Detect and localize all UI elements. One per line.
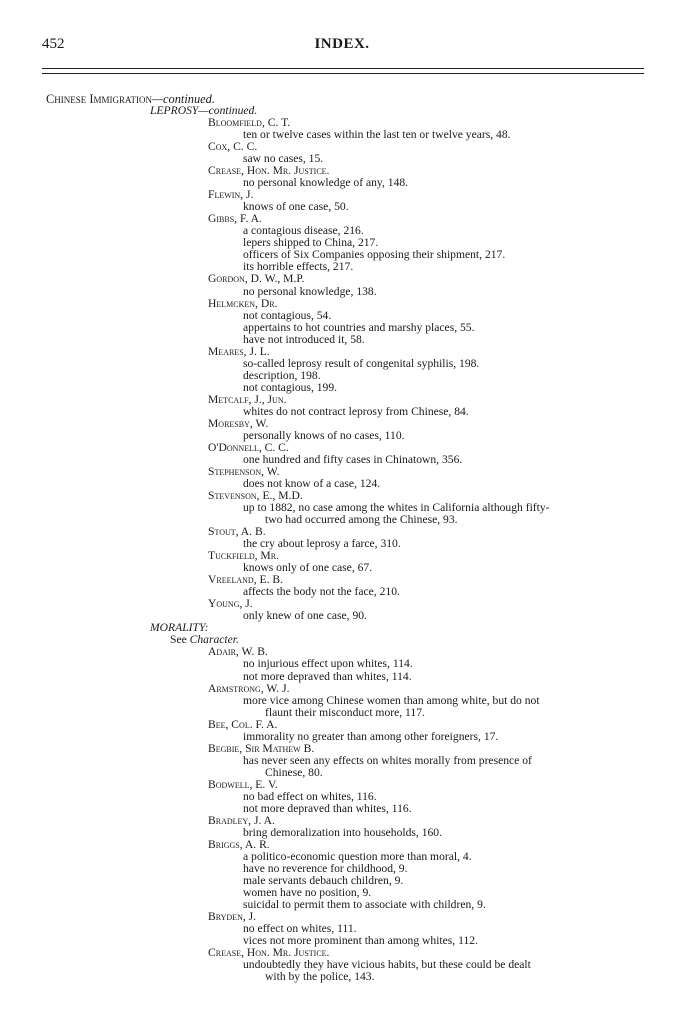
- witness-name: Helmcken, Dr.: [208, 296, 278, 310]
- index-entry-continuation: flaunt their misconduct more, 117.: [265, 705, 425, 719]
- index-entry: not more depraved than whites, 114.: [243, 669, 412, 683]
- index-entry: saw no cases, 15.: [243, 152, 324, 166]
- index-entry: has never seen any effects on whites morally from presence of: [243, 753, 532, 767]
- index-entry: suicidal to permit them to associate with children, 9.: [243, 898, 486, 912]
- header-rule-bottom: [42, 73, 644, 74]
- index-entry: so-called leprosy result of congenital syphilis, 198.: [243, 356, 480, 370]
- index-entry: its horrible effects, 217.: [243, 260, 354, 274]
- index-entry: bring demoralization into households, 160.: [243, 825, 442, 839]
- index-entry: not contagious, 199.: [243, 380, 338, 394]
- index-entries: [0, 93, 684, 983]
- index-entry: one hundred and fifty cases in Chinatown, 356.: [243, 452, 463, 466]
- index-entry: does not know of a case, 124.: [243, 477, 381, 490]
- witness-name: Gibbs, F. A.: [208, 212, 262, 226]
- subject-heading: LEPROSY—continued.: [150, 104, 258, 118]
- subject-heading: MORALITY:: [150, 621, 209, 635]
- witness-name: O'Donnell, C. C.: [208, 440, 289, 454]
- index-entry: not contagious, 54.: [243, 308, 332, 322]
- index-entry: knows of one case, 50.: [243, 200, 349, 214]
- witness-name: Moresby, W.: [208, 416, 269, 430]
- index-entry: have not introduced it, 58.: [243, 332, 365, 346]
- index-entry: no personal knowledge, 138.: [243, 284, 377, 298]
- page-header: [0, 36, 684, 60]
- index-entry: no personal knowledge of any, 148.: [243, 176, 409, 190]
- main-heading: Chinese Immigration—continued.: [46, 92, 215, 106]
- index-entry-continuation: two had occurred among the Chinese, 93.: [265, 513, 458, 527]
- index-entry: lepers shipped to China, 217.: [243, 236, 379, 250]
- index-entry-continuation: with by the police, 143.: [265, 970, 375, 984]
- witness-name: Crease, Hon. Mr. Justice.: [208, 164, 330, 178]
- witness-name: Bee, Col. F. A.: [208, 717, 278, 731]
- index-entry: immorality no greater than among other foreigners, 17.: [243, 729, 499, 743]
- index-entry: up to 1882, no case among the whites in California although fifty-: [243, 501, 550, 515]
- witness-name: Vreeland, E. B.: [208, 573, 284, 587]
- witness-name: Bradley, J. A.: [208, 813, 275, 827]
- witness-name: Briggs, A. R.: [208, 837, 270, 851]
- index-entry-continuation: Chinese, 80.: [265, 765, 323, 779]
- index-entry: have no reverence for childhood, 9.: [243, 862, 408, 875]
- witness-name: Metcalf, J., Jun.: [208, 392, 287, 406]
- index-entry: only knew of one case, 90.: [243, 609, 367, 623]
- index-entry: more vice among Chinese women than among white, but do not: [243, 693, 540, 707]
- witness-name: Meares, J. L.: [208, 344, 270, 358]
- witness-name: Armstrong, W. J.: [208, 681, 290, 695]
- witness-name: Tuckfield, Mr.: [208, 549, 279, 563]
- index-entry: personally knows of no cases, 110.: [243, 428, 405, 442]
- cross-reference: See Character.: [170, 633, 239, 647]
- index-entry: a contagious disease, 216.: [243, 224, 364, 238]
- witness-name: Gordon, D. W., M.P.: [208, 272, 305, 286]
- witness-name: Bryden, J.: [208, 910, 257, 924]
- witness-name: Young, J.: [208, 597, 253, 611]
- index-entry: no effect on whites, 111.: [243, 922, 357, 936]
- witness-name: Stephenson, W.: [208, 464, 280, 478]
- page-title: INDEX.: [314, 36, 370, 52]
- witness-name: Flewin, J.: [208, 188, 254, 202]
- index-entry: appertains to hot countries and marshy places, 55.: [243, 320, 475, 334]
- witness-name: Begbie, Sir Mathew B.: [208, 741, 315, 755]
- index-entry: not more depraved than whites, 116.: [243, 801, 412, 815]
- page-number: 452: [42, 36, 65, 52]
- index-entry: the cry about leprosy a farce, 310.: [243, 537, 401, 551]
- index-entry: no bad effect on whites, 116.: [243, 789, 377, 803]
- index-entry: male servants debauch children, 9.: [243, 874, 404, 888]
- index-entry: description, 198.: [243, 368, 321, 382]
- witness-name: Adair, W. B.: [208, 645, 268, 659]
- index-entry: ten or twelve cases within the last ten or twelve years, 48.: [243, 128, 511, 142]
- index-entry: vices not more prominent than among whites, 112.: [243, 934, 478, 948]
- header-rule-top: [42, 68, 644, 69]
- witness-name: Cox, C. C.: [208, 140, 258, 154]
- index-entry: knows only of one case, 67.: [243, 561, 373, 575]
- witness-name: Bloomfield, C. T.: [208, 116, 291, 130]
- witness-name: Stevenson, E., M.D.: [208, 489, 303, 503]
- witness-name: Bodwell, E. V.: [208, 777, 278, 791]
- index-entry: women have no position, 9.: [243, 886, 372, 900]
- index-entry: no injurious effect upon whites, 114.: [243, 657, 413, 671]
- index-entry: a politico-economic question more than moral, 4.: [243, 849, 472, 863]
- index-entry: undoubtedly they have vicious habits, but these could be dealt: [243, 958, 531, 972]
- index-entry: officers of Six Companies opposing their shipment, 217.: [243, 248, 506, 262]
- witness-name: Crease, Hon. Mr. Justice.: [208, 946, 330, 960]
- index-entry: whites do not contract leprosy from Chinese, 84.: [243, 404, 469, 418]
- witness-name: Stout, A. B.: [208, 525, 266, 539]
- index-entry: affects the body not the face, 210.: [243, 585, 400, 599]
